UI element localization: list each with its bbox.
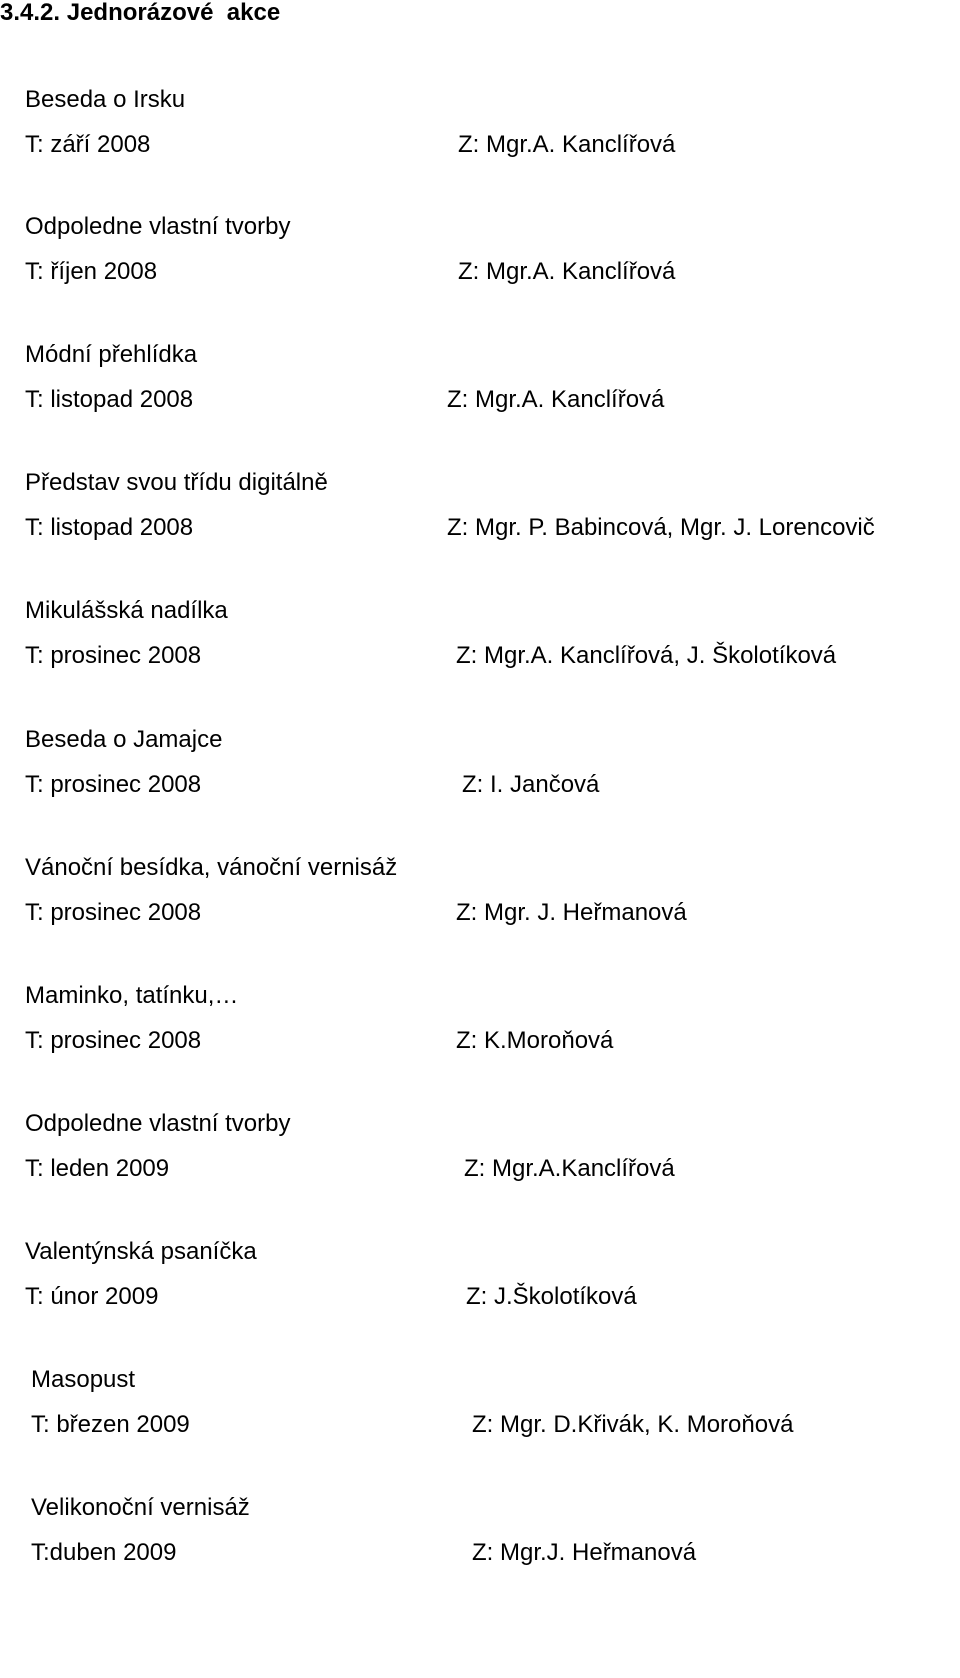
event-name: Masopust <box>31 1366 136 1393</box>
event-item <box>0 854 960 954</box>
event-name: Odpoledne vlastní tvorby <box>25 213 291 240</box>
event-item <box>0 469 960 569</box>
event-name: Beseda o Jamajce <box>25 726 223 753</box>
event-name: Mikulášská nadílka <box>25 597 228 624</box>
event-term: T: prosinec 2008 <box>25 899 202 926</box>
event-item <box>0 1238 960 1338</box>
event-term: T: prosinec 2008 <box>25 642 202 669</box>
event-responsible: Z: Mgr.A. Kanclířová <box>447 386 665 413</box>
event-responsible: Z: K.Moroňová <box>456 1027 614 1054</box>
event-name: Módní přehlídka <box>25 341 198 368</box>
event-name: Beseda o Irsku <box>25 86 186 113</box>
event-name: Velikonoční vernisáž <box>31 1494 250 1521</box>
event-responsible: Z: Mgr.A. Kanclířová <box>458 258 676 285</box>
event-term: T:duben 2009 <box>31 1539 177 1566</box>
event-responsible: Z: Mgr. J. Heřmanová <box>456 899 687 926</box>
event-responsible: Z: Mgr.A. Kanclířová <box>458 131 676 158</box>
event-name: Maminko, tatínku,… <box>25 982 239 1009</box>
event-item <box>0 726 960 826</box>
event-responsible: Z: Mgr. P. Babincová, Mgr. J. Lorencovič <box>447 514 875 541</box>
event-item <box>0 213 960 313</box>
event-term: T: únor 2009 <box>25 1283 159 1310</box>
event-responsible: Z: Mgr. D.Křivák, K. Moroňová <box>472 1411 794 1438</box>
event-responsible: Z: Mgr.J. Heřmanová <box>472 1539 697 1566</box>
event-item <box>0 597 960 697</box>
event-responsible: Z: Mgr.A. Kanclířová, J. Školotíková <box>456 642 837 669</box>
event-responsible: Z: Mgr.A.Kanclířová <box>464 1155 675 1182</box>
event-term: T: září 2008 <box>25 131 151 158</box>
event-responsible: Z: J.Školotíková <box>466 1283 637 1310</box>
event-item <box>0 341 960 441</box>
section-heading: 3.4.2. Jednorázové akce <box>0 0 281 26</box>
event-name: Vánoční besídka, vánoční vernisáž <box>25 854 398 881</box>
event-term: T: listopad 2008 <box>25 514 194 541</box>
event-term: T: říjen 2008 <box>25 258 158 285</box>
event-term: T: listopad 2008 <box>25 386 194 413</box>
event-term: T: leden 2009 <box>25 1155 170 1182</box>
event-item <box>0 1366 960 1466</box>
event-responsible: Z: I. Jančová <box>462 771 600 798</box>
event-name: Odpoledne vlastní tvorby <box>25 1110 291 1137</box>
event-item <box>0 86 960 186</box>
event-term: T: březen 2009 <box>31 1411 190 1438</box>
event-item <box>0 982 960 1082</box>
event-term: T: prosinec 2008 <box>25 1027 202 1054</box>
event-name: Představ svou třídu digitálně <box>25 469 328 496</box>
event-item <box>0 1110 960 1210</box>
event-name: Valentýnská psaníčka <box>25 1238 257 1265</box>
event-term: T: prosinec 2008 <box>25 771 202 798</box>
event-item <box>0 1494 960 1594</box>
